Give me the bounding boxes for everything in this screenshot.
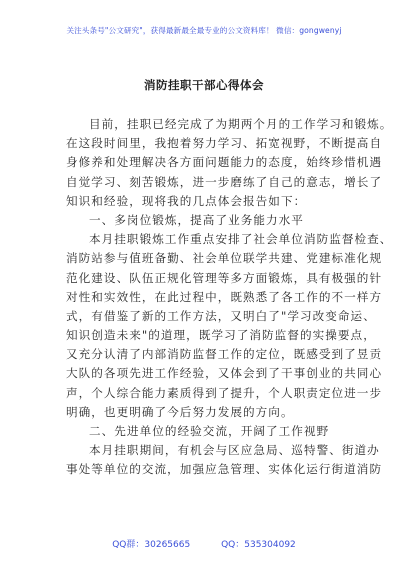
body-line: 消防站参与值班备勤、社会单位联学共建、党建标准化规 [66,251,383,266]
body-line: 身修养和处理解决各方面问题能力的态度，始终珍惜机遇 [66,155,383,170]
footer-qq: QQ：535304092 [221,540,296,550]
body-line: 自觉学习、刻苦锻炼，进一步磨练了自己的意志，增长了 [66,174,383,189]
footer-qq-group: QQ群：30265665 [112,540,191,550]
body-line: 在这段时间里，我抱着努力学习、拓宽视野，不断提高自 [66,136,383,151]
promo-banner: 关注头条号"公文研究"，获得最新最全最专业的公文资料库！ 微信：gongwenyj [66,26,342,35]
body-line: 大队的各项先进工作经验，又体会到了干事创业的共同心 [66,366,383,381]
body-line: 知识创造未来"的道理，既学习了消防监督的实操要点， [66,328,376,343]
body-line: 事处等单位的交流，加强应急管理、实体化运行街道消防 [66,462,383,477]
body-line: 对性和实效性，在此过程中，既熟悉了各工作的不一样方 [66,289,383,304]
body-line: 明确，也更明确了今后努力发展的方向。 [66,404,294,419]
body-line: 声，个人综合能力素质得到了提升，个人职责定位进一步 [66,385,383,400]
body-line: 知识和经验，现将我的几点体会报告如下： [66,193,307,208]
page-title: 消防挂职干部心得体会 [144,78,264,92]
body-line: 本月挂职期间，有机会与区应急局、巡特警、街道办 [89,443,380,458]
body-line: 一、多岗位锻炼，提高了业务能力水平 [89,212,304,227]
body-line: 二、先进单位的经验交流，开阔了工作视野 [89,424,330,438]
body-line: 目前，挂职已经完成了为期两个月的工作学习和锻炼。 [89,117,393,131]
body-line: 范化建设、队伍正规化管理等多方面锻炼，具有极强的针 [66,270,383,285]
body-line: 式，有借鉴了新的工作方法，又明白了"学习改变命运、 [66,308,376,323]
body-line: 本月挂职锻炼工作重点安排了社会单位消防监督检查、 [89,232,393,247]
document-body [66,115,393,480]
footer-contacts [0,537,408,550]
body-line: 又充分认清了内部消防监督工作的定位，既感受到了昱贡 [66,347,383,362]
